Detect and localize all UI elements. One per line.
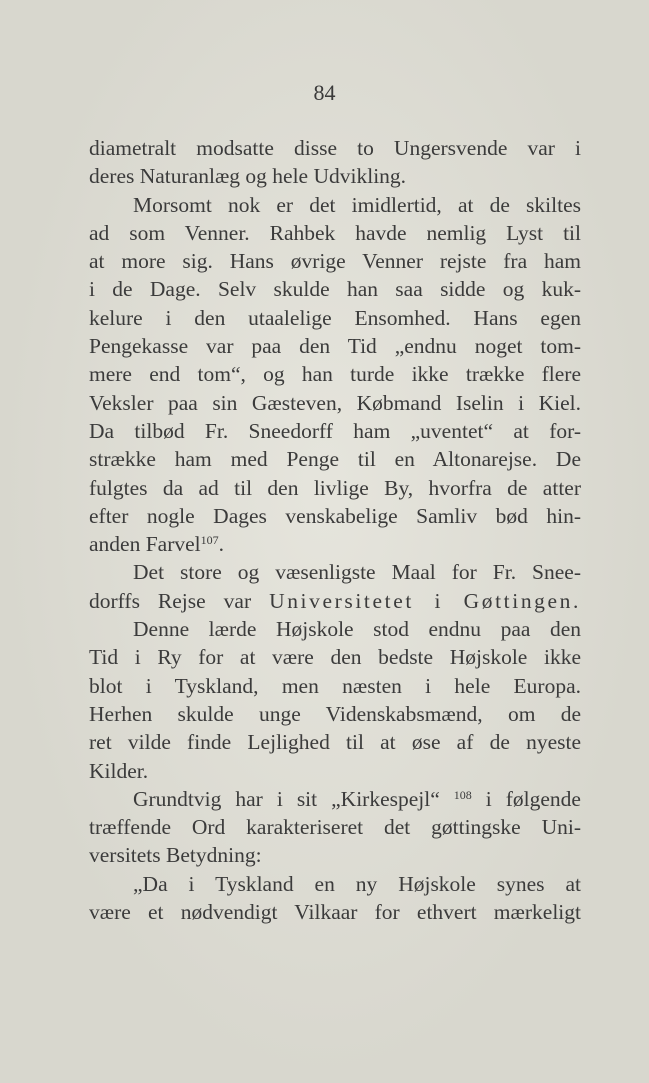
footnote-reference: 107	[200, 533, 219, 548]
text-line: strække ham med Penge til en Altonarejse. De	[89, 447, 581, 472]
line-text: .	[218, 532, 225, 557]
text-line: at more sig. Hans øvrige Venner rejste fra ham	[89, 249, 581, 274]
line-text: i følgende	[471, 786, 581, 811]
text-line: Det store og væsenligste Maal for Fr. Snee-	[133, 560, 581, 585]
text-line: Veksler paa sin Gæsteven, Købmand Iselin i Kiel.	[89, 390, 581, 415]
text-line: Herhen skulde unge Videnskabsmænd, om de	[89, 701, 581, 726]
text-line: være et nødvendigt Vilkaar for ethvert mærkeligt	[89, 900, 581, 925]
text-line: deres Naturanlæg og hele Udvikling.	[89, 164, 407, 189]
text-line: kelure i den utaalelige Ensomhed. Hans egen	[89, 305, 581, 330]
text-line: Morsomt nok er det imidlertid, at de skiltes	[133, 192, 581, 217]
text-line: efter nogle Dages venskabelige Samliv bød hin-	[89, 503, 581, 528]
text-line: Da tilbød Fr. Sneedorff ham „uventet“ at for-	[89, 418, 581, 443]
line-text: dorffs Rejse var	[89, 588, 270, 613]
text-line: blot i Tyskland, men næsten i hele Europa.	[89, 673, 581, 698]
text-line: mere end tom“, og han turde ikke trække flere	[89, 362, 581, 387]
text-line	[89, 587, 581, 615]
text-line: Tid i Ry for at være den bedste Højskole ikke	[89, 645, 581, 670]
text-line	[89, 785, 581, 813]
text-line: i de Dage. Selv skulde han saa sidde og kuk-	[89, 277, 581, 302]
text-line: fulgtes da ad til den livlige By, hvorfra de atter	[89, 475, 581, 500]
text-line: ret vilde finde Lejlighed til at øse af de nyeste	[89, 730, 581, 755]
text-line: Pengekasse var paa den Tid „endnu noget tom-	[89, 334, 581, 359]
text-line: diametralt modsatte disse to Ungersvende var i	[89, 136, 581, 160]
page-number: 84	[313, 80, 336, 105]
line-text: anden Farvel	[89, 532, 201, 557]
line-text: Grundtvig har i sit „Kirkespejl“	[133, 786, 454, 811]
emphasized-text: Universitetet i Gøttingen.	[269, 588, 581, 613]
text-line: Denne lærde Højskole stod endnu paa den	[133, 617, 581, 642]
text-line: Kilder.	[89, 758, 149, 783]
footnote-reference: 108	[453, 787, 472, 802]
text-line: „Da i Tyskland en ny Højskole synes at	[133, 871, 581, 896]
text-line: versitets Betydning:	[89, 843, 262, 868]
body-text	[89, 134, 581, 926]
text-line: ad som Venner. Rahbek havde nemlig Lyst til	[89, 220, 581, 245]
text-line	[89, 530, 581, 558]
text-line: træffende Ord karakteriseret det gøttingske Uni-	[89, 815, 581, 840]
